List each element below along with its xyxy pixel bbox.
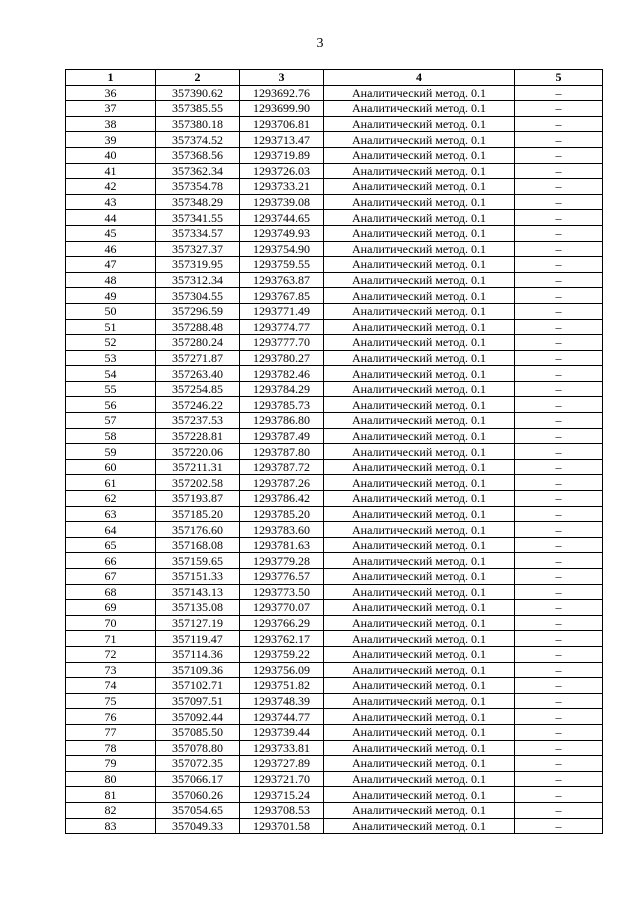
table-row [66, 600, 603, 616]
cell-x-coordinate: 357341.55 [156, 210, 240, 226]
cell-point-number: 74 [66, 678, 156, 694]
cell-point-number: 73 [66, 662, 156, 678]
cell-method: Аналитический метод. 0.1 [324, 319, 515, 335]
cell-point-number: 63 [66, 506, 156, 522]
cell-point-number: 57 [66, 413, 156, 429]
cell-method: Аналитический метод. 0.1 [324, 132, 515, 148]
cell-x-coordinate: 357304.55 [156, 288, 240, 304]
table-row [66, 553, 603, 569]
cell-x-coordinate: 357312.34 [156, 272, 240, 288]
cell-y-coordinate: 1293786.42 [240, 491, 324, 507]
cell-y-coordinate: 1293770.07 [240, 600, 324, 616]
table-row [66, 428, 603, 444]
cell-point-number: 44 [66, 210, 156, 226]
cell-description: – [515, 678, 603, 694]
table-row [66, 569, 603, 585]
cell-description: – [515, 163, 603, 179]
table-row [66, 818, 603, 834]
cell-method: Аналитический метод. 0.1 [324, 522, 515, 538]
cell-y-coordinate: 1293787.72 [240, 459, 324, 475]
table-row [66, 132, 603, 148]
cell-description: – [515, 194, 603, 210]
cell-x-coordinate: 357319.95 [156, 257, 240, 273]
cell-description: – [515, 366, 603, 382]
cell-y-coordinate: 1293774.77 [240, 319, 324, 335]
cell-y-coordinate: 1293763.87 [240, 272, 324, 288]
cell-y-coordinate: 1293744.77 [240, 709, 324, 725]
cell-x-coordinate: 357097.51 [156, 693, 240, 709]
cell-description: – [515, 272, 603, 288]
cell-point-number: 82 [66, 802, 156, 818]
cell-y-coordinate: 1293759.55 [240, 257, 324, 273]
cell-point-number: 68 [66, 584, 156, 600]
cell-x-coordinate: 357327.37 [156, 241, 240, 257]
cell-point-number: 51 [66, 319, 156, 335]
cell-point-number: 81 [66, 787, 156, 803]
cell-description: – [515, 615, 603, 631]
cell-method: Аналитический метод. 0.1 [324, 818, 515, 834]
cell-method: Аналитический метод. 0.1 [324, 506, 515, 522]
cell-description: – [515, 116, 603, 132]
cell-method: Аналитический метод. 0.1 [324, 459, 515, 475]
cell-description: – [515, 646, 603, 662]
cell-method: Аналитический метод. 0.1 [324, 569, 515, 585]
table-row [66, 194, 603, 210]
table-row [66, 319, 603, 335]
table-row [66, 522, 603, 538]
table-body [66, 85, 603, 834]
table-row [66, 740, 603, 756]
cell-point-number: 78 [66, 740, 156, 756]
table-row [66, 506, 603, 522]
cell-description: – [515, 818, 603, 834]
cell-description: – [515, 413, 603, 429]
cell-x-coordinate: 357246.22 [156, 397, 240, 413]
cell-method: Аналитический метод. 0.1 [324, 116, 515, 132]
cell-point-number: 36 [66, 85, 156, 101]
cell-x-coordinate: 357114.36 [156, 646, 240, 662]
cell-x-coordinate: 357280.24 [156, 335, 240, 351]
cell-description: – [515, 600, 603, 616]
cell-point-number: 80 [66, 771, 156, 787]
cell-point-number: 52 [66, 335, 156, 351]
cell-y-coordinate: 1293786.80 [240, 413, 324, 429]
cell-point-number: 50 [66, 303, 156, 319]
cell-description: – [515, 257, 603, 273]
cell-x-coordinate: 357271.87 [156, 350, 240, 366]
cell-x-coordinate: 357078.80 [156, 740, 240, 756]
cell-point-number: 45 [66, 225, 156, 241]
cell-point-number: 37 [66, 101, 156, 117]
cell-y-coordinate: 1293749.93 [240, 225, 324, 241]
cell-x-coordinate: 357348.29 [156, 194, 240, 210]
cell-description: – [515, 288, 603, 304]
cell-x-coordinate: 357060.26 [156, 787, 240, 803]
cell-description: – [515, 444, 603, 460]
cell-point-number: 59 [66, 444, 156, 460]
table-row [66, 210, 603, 226]
table-row [66, 631, 603, 647]
cell-description: – [515, 787, 603, 803]
cell-method: Аналитический метод. 0.1 [324, 662, 515, 678]
cell-y-coordinate: 1293785.20 [240, 506, 324, 522]
table-row [66, 724, 603, 740]
cell-y-coordinate: 1293739.08 [240, 194, 324, 210]
cell-method: Аналитический метод. 0.1 [324, 771, 515, 787]
cell-x-coordinate: 357085.50 [156, 724, 240, 740]
cell-y-coordinate: 1293780.27 [240, 350, 324, 366]
cell-description: – [515, 350, 603, 366]
cell-y-coordinate: 1293726.03 [240, 163, 324, 179]
cell-y-coordinate: 1293701.58 [240, 818, 324, 834]
cell-description: – [515, 225, 603, 241]
cell-y-coordinate: 1293727.89 [240, 756, 324, 772]
cell-x-coordinate: 357143.13 [156, 584, 240, 600]
cell-y-coordinate: 1293748.39 [240, 693, 324, 709]
cell-point-number: 61 [66, 475, 156, 491]
cell-method: Аналитический метод. 0.1 [324, 303, 515, 319]
cell-y-coordinate: 1293756.09 [240, 662, 324, 678]
cell-method: Аналитический метод. 0.1 [324, 631, 515, 647]
cell-y-coordinate: 1293699.90 [240, 101, 324, 117]
cell-description: – [515, 631, 603, 647]
cell-x-coordinate: 357092.44 [156, 709, 240, 725]
cell-y-coordinate: 1293739.44 [240, 724, 324, 740]
cell-y-coordinate: 1293751.82 [240, 678, 324, 694]
cell-description: – [515, 459, 603, 475]
cell-y-coordinate: 1293781.63 [240, 537, 324, 553]
cell-x-coordinate: 357390.62 [156, 85, 240, 101]
cell-description: – [515, 569, 603, 585]
table-row [66, 756, 603, 772]
cell-point-number: 67 [66, 569, 156, 585]
cell-point-number: 40 [66, 147, 156, 163]
cell-method: Аналитический метод. 0.1 [324, 163, 515, 179]
cell-method: Аналитический метод. 0.1 [324, 381, 515, 397]
cell-method: Аналитический метод. 0.1 [324, 335, 515, 351]
cell-y-coordinate: 1293762.17 [240, 631, 324, 647]
table-row [66, 101, 603, 117]
cell-method: Аналитический метод. 0.1 [324, 802, 515, 818]
cell-x-coordinate: 357109.36 [156, 662, 240, 678]
cell-point-number: 76 [66, 709, 156, 725]
table-row [66, 646, 603, 662]
cell-description: – [515, 335, 603, 351]
column-header-x: 2 [156, 70, 240, 86]
cell-method: Аналитический метод. 0.1 [324, 210, 515, 226]
table-row [66, 662, 603, 678]
table-row [66, 335, 603, 351]
cell-y-coordinate: 1293754.90 [240, 241, 324, 257]
cell-method: Аналитический метод. 0.1 [324, 678, 515, 694]
cell-description: – [515, 475, 603, 491]
cell-description: – [515, 319, 603, 335]
table-row [66, 241, 603, 257]
cell-y-coordinate: 1293733.81 [240, 740, 324, 756]
column-header-description: 5 [515, 70, 603, 86]
cell-point-number: 69 [66, 600, 156, 616]
cell-x-coordinate: 357354.78 [156, 179, 240, 195]
cell-point-number: 42 [66, 179, 156, 195]
cell-method: Аналитический метод. 0.1 [324, 257, 515, 273]
cell-y-coordinate: 1293776.57 [240, 569, 324, 585]
cell-y-coordinate: 1293692.76 [240, 85, 324, 101]
cell-method: Аналитический метод. 0.1 [324, 366, 515, 382]
cell-x-coordinate: 357288.48 [156, 319, 240, 335]
cell-description: – [515, 506, 603, 522]
column-header-method: 4 [324, 70, 515, 86]
cell-point-number: 77 [66, 724, 156, 740]
page-number: 3 [316, 36, 324, 51]
cell-method: Аналитический метод. 0.1 [324, 709, 515, 725]
table-row [66, 163, 603, 179]
table-row [66, 366, 603, 382]
table-row [66, 693, 603, 709]
table-row [66, 787, 603, 803]
cell-x-coordinate: 357202.58 [156, 475, 240, 491]
cell-x-coordinate: 357159.65 [156, 553, 240, 569]
cell-point-number: 55 [66, 381, 156, 397]
cell-x-coordinate: 357049.33 [156, 818, 240, 834]
cell-x-coordinate: 357228.81 [156, 428, 240, 444]
table-row [66, 444, 603, 460]
cell-x-coordinate: 357237.53 [156, 413, 240, 429]
cell-x-coordinate: 357220.06 [156, 444, 240, 460]
cell-method: Аналитический метод. 0.1 [324, 693, 515, 709]
cell-method: Аналитический метод. 0.1 [324, 272, 515, 288]
cell-description: – [515, 537, 603, 553]
cell-x-coordinate: 357066.17 [156, 771, 240, 787]
cell-method: Аналитический метод. 0.1 [324, 147, 515, 163]
cell-point-number: 56 [66, 397, 156, 413]
cell-y-coordinate: 1293708.53 [240, 802, 324, 818]
table-row [66, 116, 603, 132]
cell-method: Аналитический метод. 0.1 [324, 397, 515, 413]
cell-point-number: 38 [66, 116, 156, 132]
cell-point-number: 71 [66, 631, 156, 647]
cell-point-number: 70 [66, 615, 156, 631]
cell-point-number: 72 [66, 646, 156, 662]
cell-method: Аналитический метод. 0.1 [324, 444, 515, 460]
cell-y-coordinate: 1293777.70 [240, 335, 324, 351]
cell-point-number: 46 [66, 241, 156, 257]
cell-y-coordinate: 1293787.80 [240, 444, 324, 460]
table-row [66, 678, 603, 694]
cell-method: Аналитический метод. 0.1 [324, 179, 515, 195]
cell-y-coordinate: 1293785.73 [240, 397, 324, 413]
cell-description: – [515, 802, 603, 818]
cell-point-number: 54 [66, 366, 156, 382]
cell-method: Аналитический метод. 0.1 [324, 225, 515, 241]
cell-description: – [515, 210, 603, 226]
cell-point-number: 60 [66, 459, 156, 475]
cell-point-number: 58 [66, 428, 156, 444]
cell-y-coordinate: 1293782.46 [240, 366, 324, 382]
cell-y-coordinate: 1293787.26 [240, 475, 324, 491]
cell-description: – [515, 662, 603, 678]
cell-y-coordinate: 1293733.21 [240, 179, 324, 195]
cell-method: Аналитический метод. 0.1 [324, 740, 515, 756]
cell-description: – [515, 303, 603, 319]
cell-method: Аналитический метод. 0.1 [324, 615, 515, 631]
cell-y-coordinate: 1293744.65 [240, 210, 324, 226]
table-row [66, 615, 603, 631]
cell-method: Аналитический метод. 0.1 [324, 600, 515, 616]
cell-y-coordinate: 1293721.70 [240, 771, 324, 787]
table-header [66, 70, 603, 86]
cell-y-coordinate: 1293767.85 [240, 288, 324, 304]
cell-description: – [515, 522, 603, 538]
cell-x-coordinate: 357072.35 [156, 756, 240, 772]
cell-x-coordinate: 357368.56 [156, 147, 240, 163]
cell-point-number: 62 [66, 491, 156, 507]
cell-method: Аналитический метод. 0.1 [324, 584, 515, 600]
table-row [66, 350, 603, 366]
cell-x-coordinate: 357374.52 [156, 132, 240, 148]
cell-description: – [515, 147, 603, 163]
cell-x-coordinate: 357334.57 [156, 225, 240, 241]
cell-y-coordinate: 1293784.29 [240, 381, 324, 397]
cell-point-number: 43 [66, 194, 156, 210]
cell-y-coordinate: 1293771.49 [240, 303, 324, 319]
table-row [66, 771, 603, 787]
column-header-y: 3 [240, 70, 324, 86]
table-row [66, 491, 603, 507]
header-row [66, 70, 603, 86]
cell-x-coordinate: 357362.34 [156, 163, 240, 179]
cell-method: Аналитический метод. 0.1 [324, 288, 515, 304]
table-row [66, 584, 603, 600]
cell-description: – [515, 709, 603, 725]
cell-method: Аналитический метод. 0.1 [324, 194, 515, 210]
cell-y-coordinate: 1293779.28 [240, 553, 324, 569]
cell-x-coordinate: 357193.87 [156, 491, 240, 507]
table-row [66, 413, 603, 429]
cell-description: – [515, 724, 603, 740]
table-row [66, 397, 603, 413]
table-row [66, 179, 603, 195]
cell-y-coordinate: 1293713.47 [240, 132, 324, 148]
cell-point-number: 66 [66, 553, 156, 569]
cell-method: Аналитический метод. 0.1 [324, 553, 515, 569]
cell-description: – [515, 381, 603, 397]
table-row [66, 459, 603, 475]
cell-description: – [515, 428, 603, 444]
cell-x-coordinate: 357263.40 [156, 366, 240, 382]
table-row [66, 272, 603, 288]
cell-x-coordinate: 357254.85 [156, 381, 240, 397]
cell-x-coordinate: 357380.18 [156, 116, 240, 132]
cell-description: – [515, 693, 603, 709]
cell-y-coordinate: 1293787.49 [240, 428, 324, 444]
cell-description: – [515, 553, 603, 569]
table-row [66, 303, 603, 319]
cell-x-coordinate: 357296.59 [156, 303, 240, 319]
cell-point-number: 39 [66, 132, 156, 148]
cell-description: – [515, 132, 603, 148]
cell-description: – [515, 491, 603, 507]
column-header-point-number: 1 [66, 70, 156, 86]
cell-y-coordinate: 1293766.29 [240, 615, 324, 631]
cell-method: Аналитический метод. 0.1 [324, 491, 515, 507]
cell-method: Аналитический метод. 0.1 [324, 413, 515, 429]
cell-x-coordinate: 357135.08 [156, 600, 240, 616]
cell-method: Аналитический метод. 0.1 [324, 537, 515, 553]
cell-y-coordinate: 1293783.60 [240, 522, 324, 538]
cell-point-number: 83 [66, 818, 156, 834]
cell-description: – [515, 756, 603, 772]
cell-description: – [515, 584, 603, 600]
coordinates-table [65, 69, 603, 834]
cell-description: – [515, 101, 603, 117]
cell-y-coordinate: 1293706.81 [240, 116, 324, 132]
cell-description: – [515, 397, 603, 413]
cell-point-number: 65 [66, 537, 156, 553]
cell-method: Аналитический метод. 0.1 [324, 428, 515, 444]
cell-point-number: 49 [66, 288, 156, 304]
cell-x-coordinate: 357176.60 [156, 522, 240, 538]
cell-point-number: 53 [66, 350, 156, 366]
table-row [66, 709, 603, 725]
cell-point-number: 48 [66, 272, 156, 288]
cell-x-coordinate: 357168.08 [156, 537, 240, 553]
cell-point-number: 47 [66, 257, 156, 273]
cell-description: – [515, 771, 603, 787]
table-row [66, 381, 603, 397]
cell-y-coordinate: 1293715.24 [240, 787, 324, 803]
cell-description: – [515, 740, 603, 756]
cell-x-coordinate: 357385.55 [156, 101, 240, 117]
table-row [66, 802, 603, 818]
cell-x-coordinate: 357054.65 [156, 802, 240, 818]
cell-y-coordinate: 1293759.22 [240, 646, 324, 662]
cell-description: – [515, 85, 603, 101]
table-row [66, 85, 603, 101]
cell-x-coordinate: 357151.33 [156, 569, 240, 585]
cell-method: Аналитический метод. 0.1 [324, 475, 515, 491]
cell-method: Аналитический метод. 0.1 [324, 85, 515, 101]
cell-point-number: 79 [66, 756, 156, 772]
cell-x-coordinate: 357127.19 [156, 615, 240, 631]
cell-point-number: 41 [66, 163, 156, 179]
table-row [66, 475, 603, 491]
cell-method: Аналитический метод. 0.1 [324, 787, 515, 803]
cell-method: Аналитический метод. 0.1 [324, 101, 515, 117]
table-row [66, 288, 603, 304]
cell-y-coordinate: 1293719.89 [240, 147, 324, 163]
cell-method: Аналитический метод. 0.1 [324, 724, 515, 740]
table-row [66, 257, 603, 273]
cell-x-coordinate: 357119.47 [156, 631, 240, 647]
cell-x-coordinate: 357185.20 [156, 506, 240, 522]
table-row [66, 147, 603, 163]
table-row [66, 537, 603, 553]
cell-x-coordinate: 357102.71 [156, 678, 240, 694]
table-row [66, 225, 603, 241]
cell-y-coordinate: 1293773.50 [240, 584, 324, 600]
cell-description: – [515, 179, 603, 195]
cell-method: Аналитический метод. 0.1 [324, 241, 515, 257]
cell-point-number: 75 [66, 693, 156, 709]
cell-x-coordinate: 357211.31 [156, 459, 240, 475]
cell-method: Аналитический метод. 0.1 [324, 350, 515, 366]
cell-point-number: 64 [66, 522, 156, 538]
cell-description: – [515, 241, 603, 257]
cell-method: Аналитический метод. 0.1 [324, 756, 515, 772]
cell-method: Аналитический метод. 0.1 [324, 646, 515, 662]
